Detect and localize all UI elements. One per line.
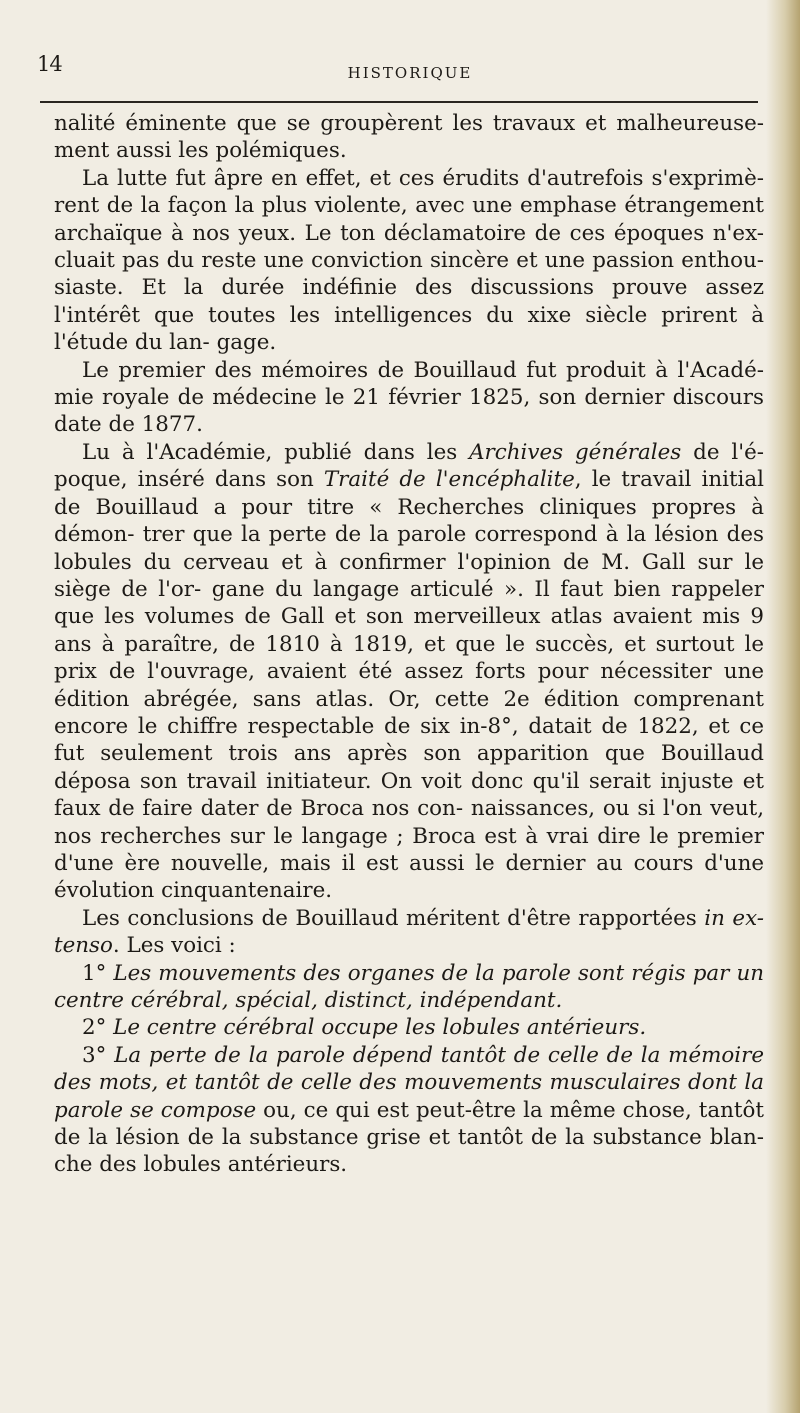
text-run: Lu à l'Académie, publié dans les [82,439,470,465]
running-head: HISTORIQUE [347,64,473,82]
paragraph-lutte: La lutte fut âpre en effet, et ces érudits d'autrefois s'exprimè- rent de la façon la plus violente, avec une emphase étrangement archaïque à nos yeux. Le ton déclamatoire de ces époques n'ex- cluait pas du reste une conviction sincère et une passion enthou- siaste. Et la durée indéfinie des discussions prouve assez l'intérêt que toutes les intelligences du xixe siècle prirent à l'étude du lan- gage. [54,165,764,356]
italic-in-extenso: in ex- tenso [54,905,764,959]
text-run: . Les voici : [112,933,236,959]
conclusion-item-2 [54,1014,764,1041]
item-text-italic: La perte de la parole dépend tantôt de celle de la mémoire des mots, et tantôt de celle des mouvements musculaires dont la parole se compose [54,1042,764,1123]
conclusion-item-3 [54,1042,764,1179]
page-edge-shadow [766,0,800,1413]
conclusion-item-1 [54,960,764,1015]
paragraph-continuation: nalité éminente que se groupèrent les travaux et malheureuse- ment aussi les polémiques. [54,111,764,164]
text-run: , le travail initial de Bouillaud a pour titre « Recherches cliniques propres à démon- trer que la perte de la parole correspond à la lésion des lobules du cerveau et à confirmer l'opinion de M. Gall sur le siège de l'or- gane du langage articulé ». Il faut bien rappeler que les volumes de Gall et son merveilleux atlas avaient mis 9 ans à paraître, de 1810 à 1819, et que le succès, et surtout le prix de l'ouvrage, avaient été assez forts pour nécessiter une édition abrégée, sans atlas. Or, cette 2e édition comprenant encore le chiffre respectable de six in-8°, datait de 1822, et ce fut seulement trois ans après son apparition que Bouillaud déposa son travail initiateur. On voit donc qu'il serait injuste et faux de faire dater de Broca nos con- naissances, ou si l'on veut, nos recherches sur le langage ; Broca est à vrai dire le premier d'une ère nouvelle, mais il est aussi le dernier au cours d'une évolution cinquantenaire. [54,467,764,904]
item-number: 1° [82,960,107,986]
item-text: Le centre cérébral occupe les lobules antérieurs. [113,1015,647,1041]
paragraph-premier-memoire: Le premier des mémoires de Bouillaud fut produit à l'Acadé- mie royale de médecine le 21 février 1825, son dernier discours date de 1877. [54,357,764,438]
item-text: Les mouvements des organes de la parole sont régis par un centre cérébral, spécial, distinct, indépendant. [54,960,764,1013]
item-number: 3° [82,1042,107,1068]
text-run: Les conclusions de Bouillaud méritent d'être rapportées [82,905,705,931]
italic-title-traite: Traité de l'encéphalite [323,467,575,493]
paragraph-conclusions [54,905,764,960]
paragraph-academie [54,439,764,905]
page-number: 14 [37,52,62,76]
header-rule [40,101,758,103]
item-number: 2° [82,1015,107,1041]
body-text [54,110,764,1179]
italic-title-archives: Archives générales [469,439,682,465]
text-run: de l'é- poque, inséré dans son [54,439,764,493]
item-text: ou, ce qui est peut-être la même chose, tantôt de la lésion de la substance grise et tantôt de la substance blan- che des lobules antérieurs. [54,1097,764,1178]
